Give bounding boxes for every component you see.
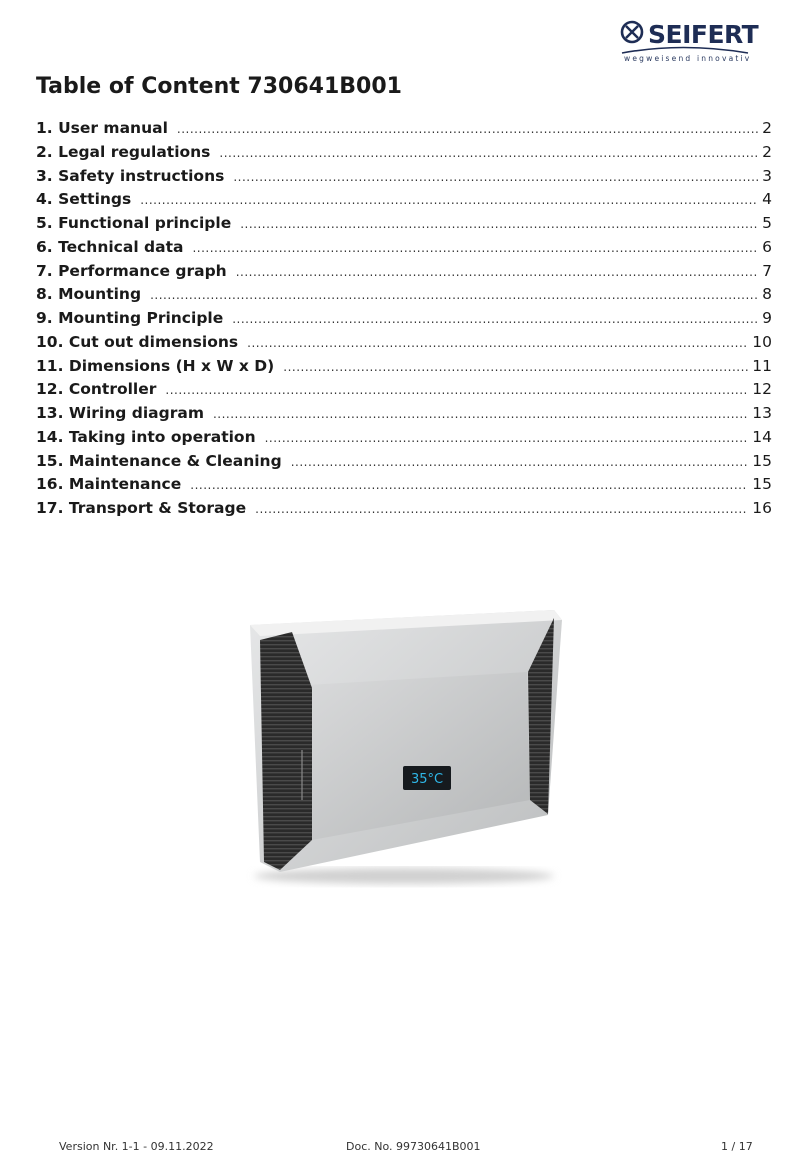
product-image	[232, 600, 572, 894]
toc-entry-label: 11. Dimensions (H x W x D)	[36, 356, 275, 375]
toc-entry[interactable]	[36, 333, 772, 357]
toc-entry-label: 16. Maintenance	[36, 475, 182, 494]
toc-entry[interactable]	[36, 428, 772, 452]
toc-entry-page: 9	[762, 309, 772, 327]
toc-entry-page: 10	[752, 332, 772, 351]
toc-entry-label: 6. Technical data	[36, 237, 184, 256]
toc-entry[interactable]	[36, 452, 772, 476]
toc-leader	[233, 170, 758, 184]
toc-leader	[192, 241, 758, 255]
toc-entry[interactable]	[36, 357, 772, 381]
footer-doc-number: Doc. No. 99730641B001	[346, 1140, 481, 1153]
toc-entry-page: 3	[762, 166, 772, 185]
toc-entry[interactable]	[36, 475, 772, 499]
logo-brand: SEIFERT	[648, 20, 759, 49]
footer-page-number: 1 / 17	[721, 1140, 753, 1153]
toc-entry-label: 13. Wiring diagram	[36, 404, 204, 422]
toc-entry-label: 5. Functional principle	[36, 214, 232, 232]
toc-leader	[150, 288, 758, 302]
toc-leader	[240, 217, 758, 231]
toc-entry-page: 14	[752, 427, 772, 446]
toc-entry[interactable]	[36, 380, 772, 404]
toc-entry-label: 9. Mounting Principle	[36, 309, 224, 327]
toc-leader	[190, 478, 748, 492]
toc-leader	[247, 336, 748, 350]
toc-leader	[236, 265, 758, 279]
toc-leader	[219, 146, 758, 160]
toc-entry-page: 11	[752, 356, 772, 375]
toc-leader	[140, 193, 758, 207]
toc-leader	[265, 431, 749, 445]
toc-entry-label: 10. Cut out dimensions	[36, 332, 239, 351]
left-grille	[260, 632, 312, 870]
page-title: Table of Content 730641B001	[36, 74, 402, 99]
display-temperature: 35°C	[410, 772, 444, 787]
toc-leader	[177, 122, 758, 136]
toc-leader	[165, 383, 748, 397]
toc-entry-page: 13	[752, 404, 772, 422]
toc-leader	[283, 360, 748, 374]
toc-entry[interactable]	[36, 499, 772, 523]
toc-entry-page: 15	[752, 451, 772, 470]
seifert-logo	[618, 12, 759, 70]
toc-entry-page: 2	[762, 142, 772, 161]
toc-entry-label: 17. Transport & Storage	[36, 499, 247, 517]
toc-entry-label: 15. Maintenance & Cleaning	[36, 451, 282, 470]
toc-leader	[255, 502, 748, 516]
toc-entry[interactable]	[36, 143, 772, 167]
toc-entry[interactable]	[36, 167, 772, 191]
toc-entry[interactable]	[36, 214, 772, 238]
toc-entry-page: 16	[752, 499, 772, 517]
toc-entry-label: 12. Controller	[36, 380, 157, 399]
toc-entry[interactable]	[36, 285, 772, 309]
toc-entry[interactable]	[36, 404, 772, 428]
toc-entry[interactable]	[36, 119, 772, 143]
logo-tagline: wegweisend innovativ	[624, 54, 752, 63]
toc-entry-page: 12	[752, 380, 772, 399]
toc-entry-label: 3. Safety instructions	[36, 166, 225, 185]
toc-entry-label: 2. Legal regulations	[36, 142, 211, 161]
toc-entry-page: 5	[762, 214, 772, 232]
toc-entry[interactable]	[36, 238, 772, 262]
toc-leader	[213, 407, 748, 421]
shadow	[254, 868, 554, 884]
toc-entry-page: 8	[762, 285, 772, 304]
toc-entry-page: 15	[752, 475, 772, 494]
footer-version: Version Nr. 1-1 - 09.11.2022	[59, 1140, 214, 1153]
toc-entry[interactable]	[36, 262, 772, 286]
toc-entry-page: 7	[762, 261, 772, 280]
toc-entry-label: 8. Mounting	[36, 285, 142, 304]
toc-leader	[291, 455, 749, 469]
toc-entry-page: 4	[762, 190, 772, 209]
toc-entry[interactable]	[36, 190, 772, 214]
cooling-unit-illustration	[232, 600, 572, 890]
toc-entry-label: 7. Performance graph	[36, 261, 227, 280]
toc-entry-page: 2	[762, 119, 772, 137]
toc-entry-label: 14. Taking into operation	[36, 427, 256, 446]
toc-entry-page: 6	[762, 237, 772, 256]
toc-entry-label: 4. Settings	[36, 190, 132, 209]
toc-entry[interactable]	[36, 309, 772, 333]
toc-entry-label: 1. User manual	[36, 119, 168, 137]
table-of-contents	[36, 119, 772, 523]
toc-leader	[232, 312, 758, 326]
